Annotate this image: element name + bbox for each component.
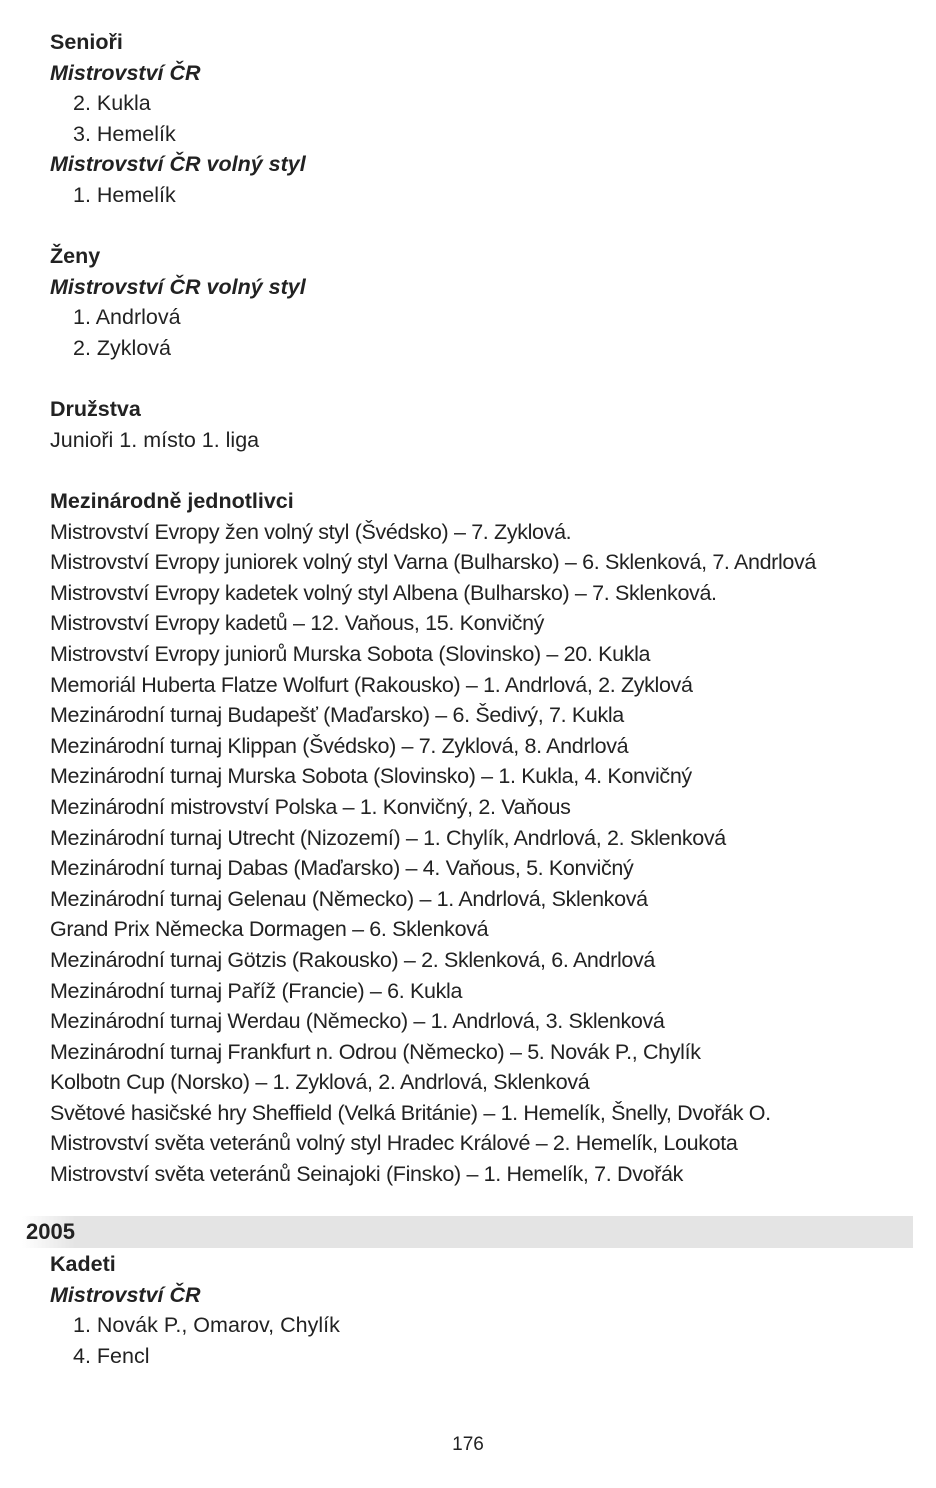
seniors-champ-cr-free-heading: Mistrovství ČR volný styl [50, 152, 306, 177]
seniors-result: 3. Hemelík [73, 121, 176, 146]
seniors-heading: Senioři [50, 30, 123, 54]
teams-heading: Družstva [50, 397, 141, 421]
women-heading: Ženy [50, 244, 101, 268]
international-entry: Mezinárodní turnaj Dabas (Maďarsko) – 4. Vaňous, 5. Konvičný [50, 856, 634, 881]
women-section [50, 241, 920, 363]
international-entry: Mezinárodní turnaj Murska Sobota (Slovinsko) – 1. Kukla, 4. Konvičný [50, 764, 692, 789]
teams-text: Junioři 1. místo 1. liga [50, 427, 260, 452]
international-section [50, 486, 920, 1190]
international-entry: Mezinárodní mistrovství Polska – 1. Konvičný, 2. Vaňous [50, 794, 571, 819]
seniors-section [50, 27, 920, 211]
international-entry: Mistrovství světa veteránů Seinajoki (Finsko) – 1. Hemelík, 7. Dvořák [50, 1162, 684, 1187]
international-entry: Grand Prix Německa Dormagen – 6. Sklenková [50, 917, 489, 942]
international-entry: Mistrovství Evropy kadetek volný styl Albena (Bulharsko) – 7. Sklenková. [50, 580, 717, 605]
cadets-result: 4. Fencl [73, 1343, 150, 1368]
international-entry: Světové hasičské hry Sheffield (Velká Británie) – 1. Hemelík, Šnelly, Dvořák O. [50, 1100, 771, 1125]
seniors-free-result: 1. Hemelík [73, 182, 176, 207]
international-entry: Mistrovství Evropy kadetů – 12. Vaňous, 15. Konvičný [50, 611, 545, 636]
women-champ-cr-free-heading: Mistrovství ČR volný styl [50, 274, 306, 299]
page-number: 176 [452, 1434, 484, 1455]
international-entry: Mezinárodní turnaj Paříž (Francie) – 6. Kukla [50, 978, 463, 1003]
international-entry: Mezinárodní turnaj Budapešť (Maďarsko) – 6. Šedivý, 7. Kukla [50, 703, 624, 728]
cadets-heading: Kadeti [50, 1252, 116, 1276]
cadets-result: 1. Novák P., Omarov, Chylík [73, 1313, 340, 1338]
international-entry: Mistrovství Evropy žen volný styl (Švédsko) – 7. Zyklová. [50, 519, 572, 544]
international-entry: Mezinárodní turnaj Frankfurt n. Odrou (Německo) – 5. Novák P., Chylík [50, 1039, 701, 1064]
year-heading: 2005 [26, 1219, 75, 1244]
year-heading-bar [22, 1216, 913, 1248]
women-result: 1. Andrlová [73, 305, 181, 330]
international-entry: Memoriál Huberta Flatze Wolfurt (Rakousko) – 1. Andrlová, 2. Zyklová [50, 672, 693, 697]
international-entry: Mistrovství světa veteránů volný styl Hradec Králové – 2. Hemelík, Loukota [50, 1131, 738, 1156]
international-entry: Mistrovství Evropy juniorů Murska Sobota (Slovinsko) – 20. Kukla [50, 641, 651, 666]
cadets-champ-cr-heading: Mistrovství ČR [50, 1282, 201, 1307]
international-heading: Mezinárodně jednotlivci [50, 489, 294, 513]
international-entry: Mistrovství Evropy juniorek volný styl Varna (Bulharsko) – 6. Sklenková, 7. Andrlová [50, 550, 817, 575]
women-result: 2. Zyklová [73, 335, 171, 360]
international-entry: Mezinárodní turnaj Werdau (Německo) – 1. Andrlová, 3. Sklenková [50, 1009, 665, 1034]
international-entry: Mezinárodní turnaj Klippan (Švédsko) – 7. Zyklová, 8. Andrlová [50, 733, 629, 758]
international-entry: Kolbotn Cup (Norsko) – 1. Zyklová, 2. Andrlová, Sklenková [50, 1070, 590, 1095]
cadets-section [50, 1249, 920, 1371]
international-entry: Mezinárodní turnaj Götzis (Rakousko) – 2. Sklenková, 6. Andrlová [50, 947, 655, 972]
international-entry: Mezinárodní turnaj Gelenau (Německo) – 1. Andrlová, Sklenková [50, 886, 648, 911]
seniors-result: 2. Kukla [73, 91, 151, 116]
teams-section [50, 394, 920, 455]
international-entry: Mezinárodní turnaj Utrecht (Nizozemí) – 1. Chylík, Andrlová, 2. Sklenková [50, 825, 726, 850]
seniors-champ-cr-heading: Mistrovství ČR [50, 60, 201, 85]
